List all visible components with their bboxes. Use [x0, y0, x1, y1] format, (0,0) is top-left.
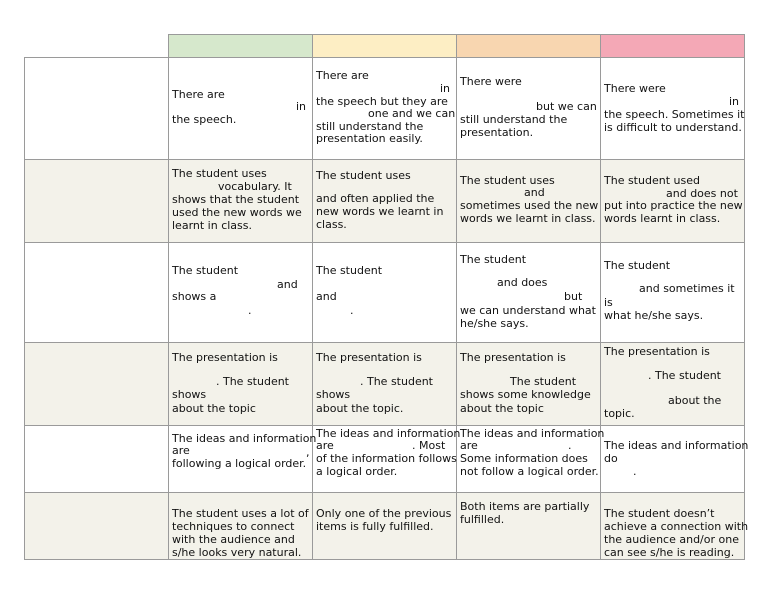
cell-text: with the audience and: [172, 533, 295, 546]
cell-text: The student: [510, 375, 577, 388]
cell-text: The ideas and information: [316, 427, 461, 440]
criterion-cell-4: [24, 342, 169, 426]
cell-text: in: [296, 100, 307, 113]
cell-text: topic.: [604, 407, 635, 420]
cell-text: about the: [668, 394, 722, 407]
cell-text: The student uses: [172, 167, 267, 180]
cell-text: do: [604, 452, 618, 465]
cell-text: we can understand what: [460, 304, 596, 317]
cell-text: can see s/he is reading.: [604, 546, 735, 559]
cell-text: The student: [460, 253, 527, 266]
cell-text: The ideas and information: [172, 432, 317, 445]
cell-text: The student uses: [460, 174, 555, 187]
criterion-cell-3: [24, 242, 169, 343]
cell-text: achieve a connection with: [604, 520, 749, 533]
cell-text: The presentation is: [460, 351, 566, 364]
cell-text: are: [316, 439, 334, 452]
cell-text: . Most: [412, 439, 446, 452]
cell-text: are: [460, 439, 478, 452]
cell-text: is: [604, 296, 613, 309]
cell-text: There are: [316, 69, 369, 82]
cell-text: s/he looks very natural.: [172, 546, 302, 559]
cell-text: in: [440, 82, 451, 95]
cell-text: presentation easily.: [316, 132, 423, 145]
cell-text: words we learnt in class.: [460, 212, 596, 225]
cell-text: The student: [172, 264, 239, 277]
cell-text: sometimes used the new: [460, 199, 599, 212]
cell-text: There are: [172, 88, 225, 101]
cell-text: The student: [316, 264, 383, 277]
criterion-cell-2: [24, 159, 169, 243]
cell-text: vocabulary. It: [218, 180, 292, 193]
cell-text: a logical order.: [316, 465, 398, 478]
cell-text: The ideas and information: [604, 439, 749, 452]
cell-text: put into practice the new: [604, 199, 743, 212]
header-color-cell-3: [456, 34, 601, 58]
cell-text: about the topic: [172, 402, 256, 415]
cell-text: techniques to connect: [172, 520, 295, 533]
cell-text: learnt in class.: [172, 219, 253, 232]
cell-text: The ideas and information: [460, 427, 605, 440]
cell-text: The student uses: [316, 169, 411, 182]
cell-text: are: [172, 444, 190, 457]
cell-text: about the topic: [460, 402, 544, 415]
cell-text: ,: [306, 446, 310, 459]
cell-text: used the new words we: [172, 206, 302, 219]
cell-text: .: [633, 465, 637, 478]
criterion-cell-1: [24, 57, 169, 160]
cell-text: the speech. Sometimes it: [604, 108, 745, 121]
cell-text: There were: [460, 75, 522, 88]
cell-text: .: [350, 304, 354, 317]
cell-text: . The student: [216, 375, 289, 388]
cell-text: presentation.: [460, 126, 534, 139]
cell-text: and often applied the: [316, 192, 435, 205]
header-color-cell-2: [312, 34, 457, 58]
cell-text: and: [316, 290, 337, 303]
cell-text: fulfilled.: [460, 513, 505, 526]
cell-text: . The student: [648, 369, 721, 382]
criterion-cell-5: [24, 425, 169, 493]
cell-text: but we can: [536, 100, 597, 113]
cell-text: The student: [604, 259, 671, 272]
cell-text: .: [248, 304, 252, 317]
cell-text: The student uses a lot of: [172, 507, 309, 520]
cell-text: shows a: [172, 290, 217, 303]
cell-text: the speech but they are: [316, 95, 448, 108]
cell-text: the audience and/or one: [604, 533, 739, 546]
cell-text: shows that the student: [172, 193, 300, 206]
cell-text: what he/she says.: [604, 309, 704, 322]
cell-text: .: [568, 439, 572, 452]
cell-text: in: [729, 95, 740, 108]
cell-text: he/she says.: [460, 317, 529, 330]
header-color-cell-1: [168, 34, 313, 58]
cell-text: and does not: [666, 187, 738, 200]
cell-text: and: [277, 278, 298, 291]
cell-text: new words we learnt in: [316, 205, 444, 218]
cell-text: not follow a logical order.: [460, 465, 599, 478]
cell-text: of the information follows: [316, 452, 457, 465]
cell-text: The student used: [604, 174, 700, 187]
cell-text: and does: [497, 276, 548, 289]
criterion-cell-6: [24, 492, 169, 560]
cell-text: but: [564, 290, 583, 303]
cell-text: Both items are partially: [460, 500, 590, 513]
cell-text: shows some knowledge: [460, 388, 591, 401]
cell-text: . The student: [360, 375, 433, 388]
row1-cell-1: [168, 57, 313, 160]
cell-text: class.: [316, 218, 347, 231]
cell-text: Only one of the previous: [316, 507, 452, 520]
row5-cell-4: [600, 425, 745, 493]
cell-text: items is fully fulfilled.: [316, 520, 434, 533]
cell-text: following a logical order.: [172, 457, 307, 470]
cell-text: The presentation is: [172, 351, 278, 364]
cell-text: one and we can: [368, 107, 456, 120]
cell-text: still understand the: [316, 120, 424, 133]
header-color-cell-4: [600, 34, 745, 58]
cell-text: The presentation is: [604, 345, 710, 358]
cell-text: The presentation is: [316, 351, 422, 364]
cell-text: shows: [172, 388, 207, 401]
cell-text: and: [524, 186, 545, 199]
cell-text: still understand the: [460, 113, 568, 126]
cell-text: The student doesn’t: [604, 507, 715, 520]
cell-text: words learnt in class.: [604, 212, 721, 225]
cell-text: Some information does: [460, 452, 588, 465]
cell-text: shows: [316, 388, 351, 401]
cell-text: about the topic.: [316, 402, 404, 415]
cell-text: and sometimes it: [639, 282, 735, 295]
cell-text: There were: [604, 82, 666, 95]
cell-text: is difficult to understand.: [604, 121, 742, 134]
cell-text: the speech.: [172, 113, 237, 126]
